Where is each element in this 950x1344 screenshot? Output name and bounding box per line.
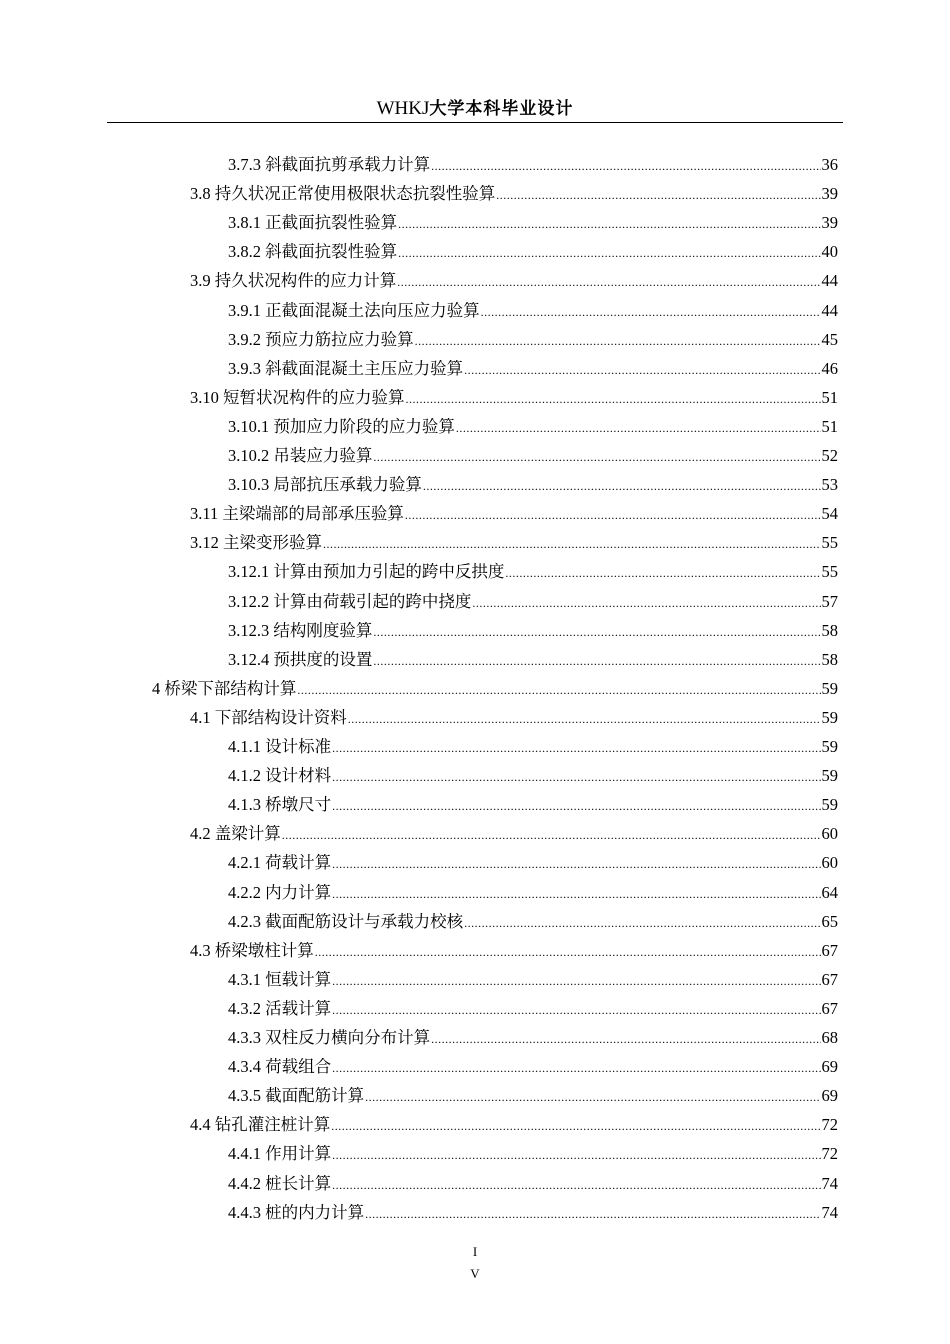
toc-leader-dots <box>373 620 820 644</box>
toc-entry <box>228 619 838 643</box>
toc-entry <box>190 386 838 410</box>
toc-entry-page: 39 <box>821 184 838 204</box>
toc-entry-page: 59 <box>821 678 838 698</box>
toc-entry <box>228 1142 838 1166</box>
toc-leader-dots <box>348 707 821 731</box>
toc-entry-page: 51 <box>821 387 838 407</box>
toc-leader-dots <box>423 474 821 498</box>
toc-entry-title: 3.12.1 计算由预加力引起的跨中反拱度 <box>228 562 505 582</box>
header-latin: WHKJ <box>376 98 430 119</box>
toc-entry-title: 4.4 钻孔灌注桩计算 <box>190 1115 331 1135</box>
toc-entry-title: 3.9.1 正截面混凝土法向压应力验算 <box>228 300 480 320</box>
toc-entry <box>228 793 838 817</box>
toc-entry-page: 36 <box>821 155 838 174</box>
toc-entry-page: 46 <box>821 358 838 378</box>
toc-leader-dots <box>315 940 821 964</box>
page-number-line1: I <box>472 1244 478 1259</box>
toc-entry <box>228 997 838 1021</box>
toc-entry-page: 44 <box>821 300 838 320</box>
toc-entry-title: 3.12 主梁变形验算 <box>190 533 322 553</box>
toc-leader-dots <box>332 736 820 760</box>
toc-entry-page: 74 <box>821 1173 838 1193</box>
toc-entry-title: 4.2.3 截面配筋设计与承载力校核 <box>228 911 464 931</box>
toc-leader-dots <box>332 969 820 993</box>
toc-entry <box>228 211 838 235</box>
toc-leader-dots <box>297 678 820 702</box>
toc-entry-title: 4.4.2 桩长计算 <box>228 1173 332 1193</box>
toc-leader-dots <box>464 911 820 935</box>
toc-entry-title: 3.8 持久状况正常使用极限状态抗裂性验算 <box>190 184 496 204</box>
toc-entry-page: 59 <box>821 766 838 786</box>
toc-leader-dots <box>332 1143 820 1167</box>
toc-entry-title: 3.8.1 正截面抗裂性验算 <box>228 213 398 233</box>
toc-entry <box>152 677 838 701</box>
toc-entry-page: 58 <box>821 649 838 669</box>
toc-entry-page: 59 <box>821 737 838 756</box>
toc-entry <box>228 648 838 672</box>
toc-entry <box>228 968 838 992</box>
toc-entry <box>228 1055 838 1079</box>
toc-entry <box>228 240 838 264</box>
toc-entry-page: 40 <box>821 242 838 262</box>
toc-leader-dots <box>332 765 820 789</box>
toc-entry <box>190 502 838 526</box>
toc-entry-title: 4.1 下部结构设计资料 <box>190 707 347 727</box>
toc-entry <box>228 881 838 905</box>
toc-entry-page: 60 <box>821 853 838 873</box>
toc-entry <box>228 910 838 934</box>
toc-entry <box>228 560 838 584</box>
toc-entry <box>228 764 838 788</box>
toc-entry-title: 3.11 主梁端部的局部承压验算 <box>190 504 404 524</box>
toc-entry-title: 3.10.1 预加应力阶段的应力验算 <box>228 416 455 436</box>
toc-entry <box>190 182 838 206</box>
toc-leader-dots <box>373 649 820 673</box>
toc-entry <box>190 269 838 293</box>
toc-entry-page: 45 <box>821 329 838 349</box>
toc-leader-dots <box>332 794 820 818</box>
toc-entry-title: 4.2.2 内力计算 <box>228 882 332 902</box>
toc-entry-title: 3.9 持久状况构件的应力计算 <box>190 271 397 291</box>
toc-entry-title: 4.2.1 荷载计算 <box>228 853 332 873</box>
toc-leader-dots <box>365 1202 820 1226</box>
toc-entry-title: 3.9.2 预应力筋拉应力验算 <box>228 329 414 349</box>
toc-entry <box>228 735 838 759</box>
toc-entry <box>228 357 838 381</box>
toc-leader-dots <box>331 1114 820 1138</box>
toc-entry <box>228 415 838 439</box>
toc-leader-dots <box>332 998 820 1022</box>
toc-entry-page: 52 <box>821 446 838 465</box>
page-header <box>107 96 843 123</box>
toc-entry <box>228 1201 838 1225</box>
toc-entry-page: 72 <box>821 1144 838 1164</box>
toc-leader-dots <box>332 882 820 906</box>
toc-entry-title: 3.12.2 计算由荷载引起的跨中挠度 <box>228 591 472 611</box>
toc-leader-dots <box>373 445 820 469</box>
toc-entry-page: 58 <box>821 620 838 640</box>
toc-entry-title: 4.3.3 双柱反力横向分布计算 <box>228 1028 431 1047</box>
toc-leader-dots <box>472 591 820 615</box>
toc-entry <box>228 590 838 614</box>
toc-entry-title: 4.4.1 作用计算 <box>228 1144 332 1164</box>
toc-entry-title: 3.12.3 结构刚度验算 <box>228 620 373 640</box>
toc-entry <box>228 1026 838 1050</box>
toc-entry-title: 3.10.2 吊装应力验算 <box>228 446 373 465</box>
toc-entry-title: 3.8.2 斜截面抗裂性验算 <box>228 242 398 262</box>
toc-entry <box>228 328 838 352</box>
toc-entry-page: 74 <box>821 1202 838 1222</box>
toc-entry <box>190 822 838 846</box>
toc-entry <box>228 1084 838 1108</box>
toc-entry-title: 4.2 盖梁计算 <box>190 824 281 844</box>
toc-leader-dots <box>332 1056 820 1080</box>
toc-entry <box>228 851 838 875</box>
toc-entry-title: 4.3.1 恒载计算 <box>228 969 332 989</box>
toc-entry <box>190 706 838 730</box>
toc-entry-page: 57 <box>821 591 838 611</box>
toc-entry-page: 54 <box>821 504 838 524</box>
toc-leader-dots <box>332 852 820 876</box>
toc-entry-title: 4.1.1 设计标准 <box>228 737 332 756</box>
toc-entry-page: 59 <box>821 795 838 815</box>
toc-leader-dots <box>464 358 820 382</box>
toc-entry-page: 69 <box>821 1057 838 1077</box>
toc-leader-dots <box>456 416 821 440</box>
toc-entry-page: 51 <box>821 416 838 436</box>
toc-entry-page: 60 <box>821 824 838 844</box>
toc-leader-dots <box>415 329 821 353</box>
toc-entry-page: 59 <box>821 707 838 727</box>
toc-entry-title: 3.10.3 局部抗压承载力验算 <box>228 475 422 495</box>
toc-entry-title: 4.1.2 设计材料 <box>228 766 332 786</box>
toc-leader-dots <box>398 212 820 236</box>
toc-entry-title: 3.12.4 预拱度的设置 <box>228 649 373 669</box>
toc-entry-title: 4.3.4 荷载组合 <box>228 1057 332 1077</box>
toc-leader-dots <box>481 300 821 324</box>
toc-entry-page: 69 <box>821 1086 838 1106</box>
toc-entry-page: 55 <box>821 533 838 553</box>
toc-leader-dots <box>431 1027 820 1051</box>
toc-entry-title: 3.9.3 斜截面混凝土主压应力验算 <box>228 358 464 378</box>
toc-leader-dots <box>406 387 821 411</box>
toc-entry-title: 4.1.3 桥墩尺寸 <box>228 795 332 815</box>
toc-entry-title: 4 桥梁下部结构计算 <box>152 678 297 698</box>
toc-leader-dots <box>496 183 820 207</box>
header-title: 大学本科毕业设计 <box>429 99 574 119</box>
toc-entry-page: 68 <box>821 1028 838 1047</box>
toc-entry <box>228 1172 838 1196</box>
toc-leader-dots <box>323 532 821 556</box>
toc-entry-page: 64 <box>821 882 838 902</box>
toc-entry-page: 65 <box>821 911 838 931</box>
toc-entry-page: 53 <box>821 475 838 495</box>
toc-entry <box>190 939 838 963</box>
toc-entry-page: 67 <box>821 969 838 989</box>
toc-entry <box>190 1113 838 1137</box>
toc-leader-dots <box>505 561 820 585</box>
toc-entry <box>228 444 838 468</box>
toc-entry-title: 3.7.3 斜截面抗剪承载力计算 <box>228 155 431 174</box>
toc-entry-page: 67 <box>821 940 838 960</box>
toc-entry-title: 4.3.5 截面配筋计算 <box>228 1086 365 1106</box>
toc-leader-dots <box>398 241 820 265</box>
toc-entry <box>228 153 838 177</box>
toc-entry <box>228 473 838 497</box>
toc-entry-page: 39 <box>821 213 838 233</box>
toc-entry-page: 72 <box>821 1115 838 1135</box>
toc-entry-title: 4.4.3 桩的内力计算 <box>228 1202 365 1222</box>
toc-leader-dots <box>431 154 820 178</box>
toc-entry <box>228 299 838 323</box>
toc-leader-dots <box>282 823 821 847</box>
toc-leader-dots <box>405 503 821 527</box>
toc-entry <box>190 531 838 555</box>
toc-entry-page: 55 <box>821 562 838 582</box>
toc-leader-dots <box>332 1173 820 1197</box>
page-number-line2: V <box>470 1266 480 1281</box>
toc-leader-dots <box>365 1085 820 1109</box>
toc-entry-title: 4.3.2 活载计算 <box>228 998 332 1018</box>
toc-entry-page: 44 <box>821 271 838 291</box>
toc-leader-dots <box>397 270 820 294</box>
toc-entry-title: 3.10 短暂状况构件的应力验算 <box>190 387 405 407</box>
toc-entry-page: 67 <box>821 998 838 1018</box>
toc-entry-title: 4.3 桥梁墩柱计算 <box>190 940 314 960</box>
